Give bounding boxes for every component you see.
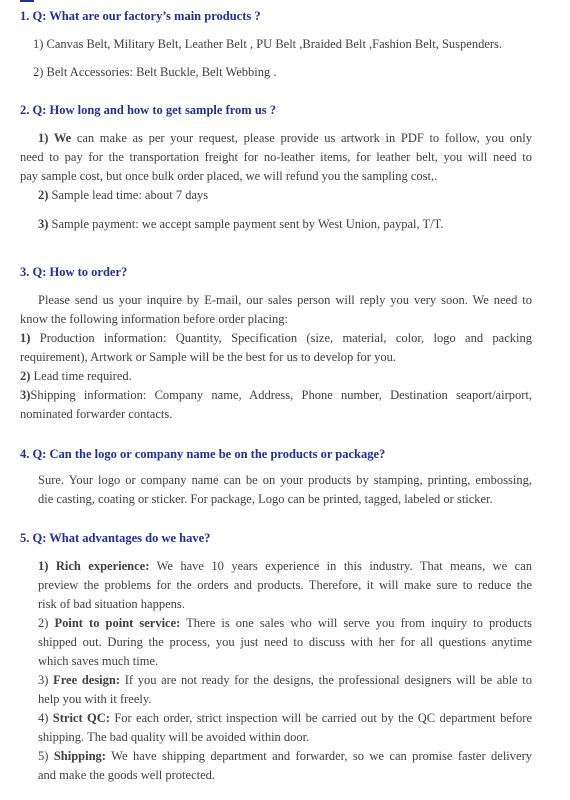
answer-5-line-11: 5) Shipping: We have shipping department and forwarder, so we can promise faster delivery bbox=[38, 749, 532, 763]
answer-3-line-6: 3)Shipping information: Company name, Address, Phone number, Destination seaport/airport, bbox=[20, 388, 532, 402]
answer-2-line-5: 3) Sample payment: we accept sample payment sent by West Union, paypal, T/T. bbox=[38, 217, 444, 231]
answer-3-line-3: 1) Production information: Quantity, Specification (size, material, color, logo and packing bbox=[20, 331, 532, 345]
answer-4-line-2: die casting, coating or sticker. For package, Logo can be printed, tagged, labeled or sticker. bbox=[38, 492, 493, 506]
answer-3-line-5: 2) Lead time required. bbox=[20, 369, 132, 383]
page-top-fragment bbox=[20, 0, 34, 2]
answer-2-line-3: pay sample cost, but once bulk order placed, we will refund you the sampling cost,. bbox=[20, 169, 438, 183]
answer-5-line-8: help you with it freely. bbox=[38, 692, 152, 706]
answer-5-line-1: 1) Rich experience: We have 10 years experience in this industry. That means, we can bbox=[38, 559, 532, 573]
answer-3-line-1: Please send us your inquire by E-mail, our sales person will reply you very soon. We need to bbox=[38, 293, 532, 307]
answer-5-line-3: risk of bad situation happens. bbox=[38, 597, 185, 611]
answer-5-line-6: which saves much time. bbox=[38, 654, 159, 668]
answer-5-line-10: shipping. The bad quality will be avoided within door. bbox=[38, 730, 310, 744]
question-2: 2. Q: How long and how to get sample from us ? bbox=[20, 103, 277, 117]
answer-5-line-7: 3) Free design: If you are not ready for the designs, the professional designers will be able to bbox=[38, 673, 532, 687]
question-3: 3. Q: How to order? bbox=[20, 265, 128, 279]
answer-2-line-2: need to pay for the transportation freight for no-leather items, for leather belt, you will need to bbox=[20, 150, 532, 164]
question-1: 1. Q: What are our factory’s main products ? bbox=[20, 9, 261, 23]
answer-2-line-4: 2) Sample lead time: about 7 days bbox=[38, 188, 209, 202]
answer-5-line-5: shipped out. During the process, you just need to discuss with her for all questions anytime bbox=[38, 635, 532, 649]
answer-3-line-4: requirement), Artwork or Sample will be the best for us to develop for you. bbox=[20, 350, 396, 364]
answer-2-line-1: 1) We can make as per your request, please provide us artwork in PDF to follow, you only bbox=[38, 131, 533, 145]
answer-3-line-2: know the following information before order placing: bbox=[20, 312, 288, 326]
answer-5-line-4: 2) Point to point service: There is one sales who will serve you from inquiry to products bbox=[38, 616, 533, 630]
answer-3-line-7: nominated forwarder contacts. bbox=[20, 407, 173, 421]
answer-1-item-2: 2) Belt Accessories: Belt Buckle, Belt Webbing . bbox=[33, 65, 277, 79]
answer-5-line-2: preview the problems for the orders and products. Therefore, it will make sure to reduce the bbox=[38, 578, 532, 592]
answer-1-item-1: 1) Canvas Belt, Military Belt, Leather Belt , PU Belt ,Braided Belt ,Fashion Belt, Suspenders. bbox=[33, 37, 503, 51]
question-4: 4. Q: Can the logo or company name be on the products or package? bbox=[20, 447, 386, 461]
answer-5-line-12: and make the goods well protected. bbox=[38, 768, 216, 782]
question-5: 5. Q: What advantages do we have? bbox=[20, 531, 211, 545]
answer-4-line-1: Sure. Your logo or company name can be on your products by stamping, printing, embossing, bbox=[38, 473, 532, 487]
answer-5-line-9: 4) Strict QC: For each order, strict inspection will be carried out by the QC department before bbox=[38, 711, 532, 725]
